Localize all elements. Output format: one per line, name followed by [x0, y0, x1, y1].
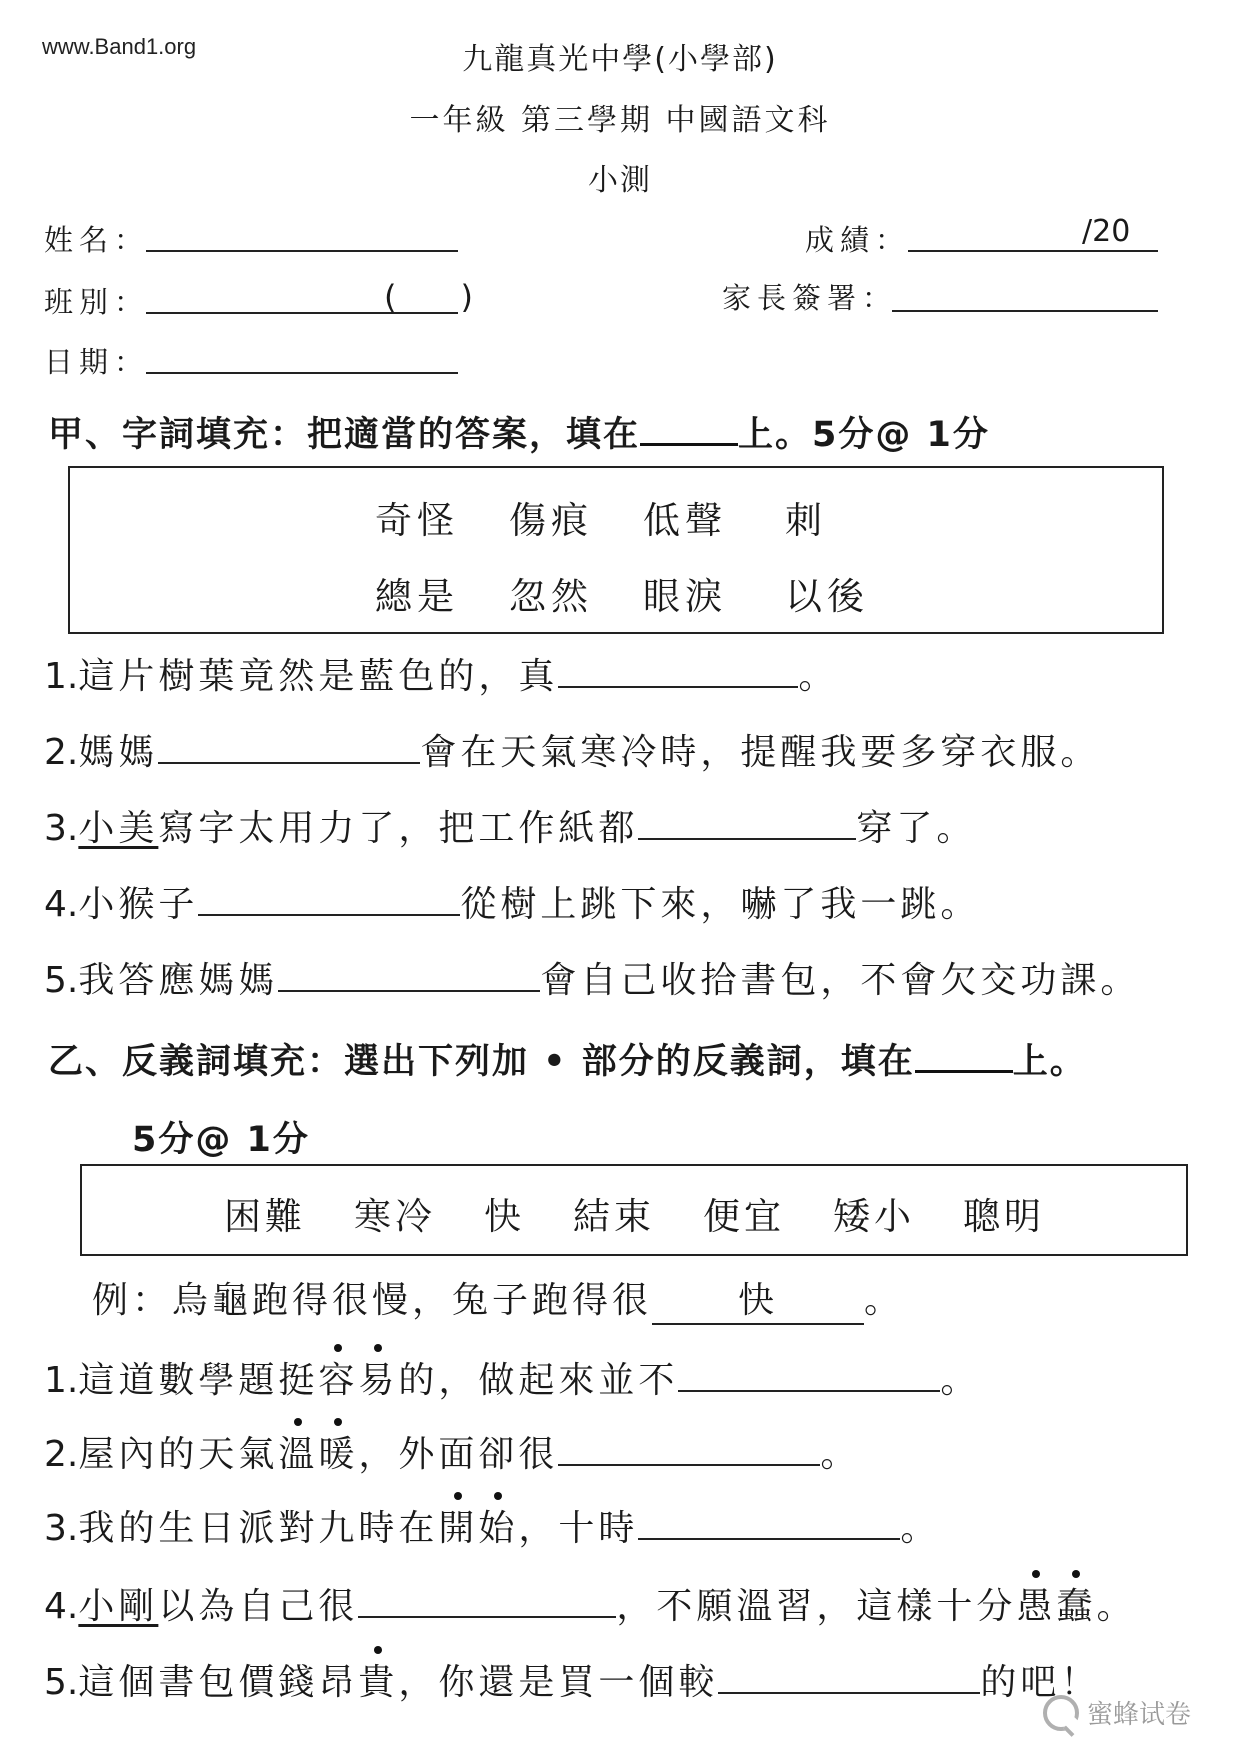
question-text: ，你還是買一個較 — [398, 1662, 719, 1703]
example-text: 例：烏龜跑得很慢，兔子跑得很 — [92, 1280, 653, 1321]
question-text: 。 — [1096, 1586, 1137, 1627]
section-b-question-3 — [44, 1500, 940, 1551]
section-b-example — [92, 1272, 904, 1325]
question-text: ，十時 — [518, 1508, 639, 1549]
question-text: 這片樹葉竟然是藍色的，真 — [78, 656, 559, 697]
question-text: 媽媽 — [78, 732, 159, 773]
answer-blank[interactable] — [638, 808, 856, 840]
question-text: ，外面卻很 — [358, 1434, 559, 1475]
question-text: 會自己收拾書包，不會欠交功課。 — [540, 960, 1141, 1001]
date-line[interactable] — [146, 372, 458, 374]
question-number: 2. — [44, 732, 79, 773]
example-answer: 快 — [652, 1272, 864, 1325]
section-b-words-row — [224, 1186, 1045, 1240]
class-label: 班別： — [44, 285, 150, 319]
section-a-question-5 — [44, 952, 1140, 1003]
score-line[interactable] — [908, 250, 1158, 252]
emphasized-character: 愚 — [1016, 1578, 1056, 1629]
word-option: 忽然 — [509, 575, 593, 618]
watermark-brand-text: 蜜蜂试卷 — [1087, 1700, 1192, 1730]
question-number: 5. — [44, 960, 79, 1001]
word-option: 眼淚 — [643, 575, 727, 618]
section-b-question-2 — [44, 1426, 860, 1477]
question-text: 寫字太用力了，把工作紙都 — [158, 808, 639, 849]
word-option: 傷痕 — [509, 499, 593, 542]
section-a-question-4 — [44, 876, 980, 927]
section-a-question-2 — [44, 724, 1100, 775]
question-text: 會在天氣寒冷時，提醒我要多穿衣服。 — [420, 732, 1101, 773]
test-name: 小測 — [588, 163, 652, 198]
section-b-title-post: 上。 — [1012, 1042, 1087, 1082]
section-a-question-3 — [44, 800, 976, 851]
word-option: 低聲 — [643, 499, 727, 542]
class-number-paren: ( ) — [384, 278, 473, 316]
section-b-title-pre: 乙、反義詞填充：選出下列加 • 部分的反義詞，填在 — [48, 1042, 915, 1082]
question-number: 3. — [44, 1508, 79, 1549]
question-text: 穿了。 — [856, 808, 977, 849]
example-text: 。 — [864, 1280, 905, 1321]
question-number: 1. — [44, 656, 79, 697]
question-number: 5. — [44, 1662, 79, 1703]
answer-blank[interactable] — [158, 732, 420, 764]
question-text: 從樹上跳下來，嚇了我一跳。 — [460, 884, 981, 925]
question-number: 3. — [44, 808, 79, 849]
word-option: 矮小 — [833, 1195, 915, 1238]
section-b-title — [48, 1034, 1087, 1084]
section-b-question-5 — [44, 1654, 1100, 1705]
emphasized-character: 蠢 — [1056, 1578, 1096, 1629]
emphasized-character: 容 — [318, 1352, 358, 1403]
emphasized-character: 暖 — [318, 1426, 358, 1477]
question-number: 2. — [44, 1434, 79, 1475]
question-text: 。 — [900, 1508, 941, 1549]
question-text: 。 — [820, 1434, 861, 1475]
name-line[interactable] — [146, 250, 458, 252]
word-option: 困難 — [224, 1195, 306, 1238]
watermark-brand — [1043, 1694, 1191, 1731]
answer-blank[interactable] — [638, 1508, 900, 1540]
section-a-title-pre: 甲、字詞填充：把適當的答案，填在 — [48, 415, 641, 455]
question-number: 4. — [44, 884, 79, 925]
search-icon — [1043, 1695, 1079, 1731]
section-a-words-row-2 — [375, 566, 919, 620]
word-option: 寒冷 — [354, 1195, 436, 1238]
question-text: 以為自己很 — [158, 1586, 359, 1627]
section-b-question-1 — [44, 1352, 980, 1403]
question-text: 的，做起來並不 — [398, 1360, 679, 1401]
emphasized-character: 溫 — [278, 1426, 318, 1477]
proper-name: 小美 — [78, 808, 159, 849]
emphasized-character: 易 — [358, 1352, 398, 1403]
answer-blank[interactable] — [358, 1586, 616, 1618]
score-max: /20 — [1082, 214, 1131, 249]
question-text: 小猴子 — [78, 884, 199, 925]
question-text: 屋內的天氣 — [78, 1434, 279, 1475]
question-number: 1. — [44, 1360, 79, 1401]
word-option: 聰明 — [963, 1195, 1045, 1238]
emphasized-character: 始 — [478, 1500, 518, 1551]
question-text: 。 — [798, 656, 839, 697]
word-option: 快 — [484, 1195, 525, 1238]
answer-blank[interactable] — [678, 1360, 940, 1392]
answer-blank[interactable] — [278, 960, 540, 992]
parent-signature-line[interactable] — [892, 310, 1158, 312]
question-text: 這道數學題挺 — [78, 1360, 319, 1401]
section-b-title-blank — [915, 1070, 1013, 1073]
date-label: 日期： — [44, 345, 150, 379]
question-text: ，不願溫習，這樣十分 — [616, 1586, 1017, 1627]
section-a-title-post: 上。5分@ 1分 — [738, 415, 990, 455]
question-text: 的吧！ — [980, 1662, 1101, 1703]
parent-signature-label: 家長簽署： — [722, 281, 898, 315]
word-option: 總是 — [375, 575, 459, 618]
section-b-question-4 — [44, 1578, 1136, 1629]
emphasized-character: 開 — [438, 1500, 478, 1551]
word-option: 結束 — [573, 1195, 655, 1238]
section-a-words-row-1 — [375, 490, 877, 544]
word-option: 刺 — [785, 499, 827, 542]
section-b-marks: 5分@ 1分 — [132, 1120, 310, 1160]
school-name: 九龍真光中學(小學部) — [462, 42, 778, 77]
proper-name: 小剛 — [78, 1586, 159, 1627]
answer-blank[interactable] — [718, 1662, 980, 1694]
section-a-question-1 — [44, 648, 838, 699]
question-text: 我的生日派對九時在 — [78, 1508, 439, 1549]
word-option: 以後 — [785, 575, 869, 618]
section-a-title-blank — [640, 443, 738, 446]
question-text: 我答應媽媽 — [78, 960, 279, 1001]
question-text: 這個書包價錢昂 — [78, 1662, 359, 1703]
answer-blank[interactable] — [558, 656, 798, 688]
emphasized-character: 貴 — [358, 1654, 398, 1705]
question-text: 。 — [940, 1360, 981, 1401]
word-option: 便宜 — [703, 1195, 785, 1238]
question-number: 4. — [44, 1586, 79, 1627]
answer-blank[interactable] — [198, 884, 460, 916]
name-label: 姓名： — [44, 223, 150, 257]
answer-blank[interactable] — [558, 1434, 820, 1466]
word-option: 奇怪 — [375, 499, 459, 542]
section-a-title — [48, 407, 990, 457]
score-label: 成績： — [805, 223, 911, 257]
test-subtitle: 一年級 第三學期 中國語文科 — [409, 103, 831, 138]
site-url: www.Band1.org — [42, 34, 197, 59]
